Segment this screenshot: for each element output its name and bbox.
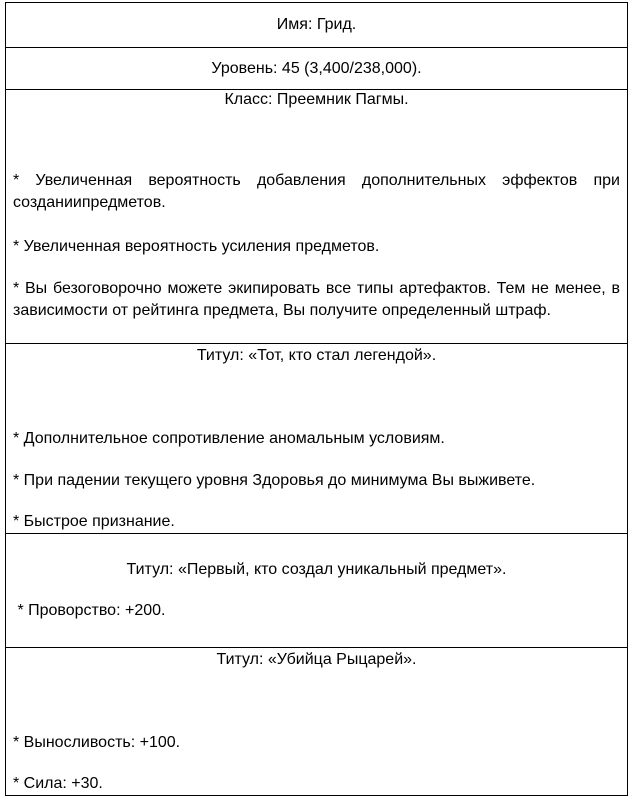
name-row (6, 3, 627, 48)
title-unique-effect-1: * Проворство: +200. (13, 602, 166, 619)
class-effect-1: * Увеличенная вероятность добавления дополнительных эффектов при созданиипредметов. (13, 172, 620, 211)
title-legend-effect-1: * Дополнительное сопротивление аномальным условиям. (13, 430, 445, 447)
title-legend-heading: Титул: «Тот, кто стал легендой». (196, 347, 437, 364)
class-row (6, 90, 627, 344)
title-knight-slayer-heading: Титул: «Убийца Рыцарей». (216, 651, 417, 668)
level-line: Уровень: 45 (3,400/238,000). (211, 60, 422, 77)
class-effect-3: * Вы безоговорочно можете экипировать все типы артефактов. Тем не менее, в зависимости от рейтинга предмета, Вы получите определенный штраф. (13, 280, 620, 319)
title-knight-slayer-effect-2: * Сила: +30. (13, 775, 103, 792)
title-unique-row (6, 534, 627, 648)
class-effect-2: * Увеличенная вероятность усиления предметов. (13, 238, 380, 255)
title-legend-effect-2: * При падении текущего уровня Здоровья до минимума Вы выживете. (13, 472, 536, 489)
class-heading: Класс: Преемник Пагмы. (224, 91, 409, 108)
status-window-table (5, 2, 628, 796)
name-line: Имя: Грид. (276, 16, 357, 33)
level-row (6, 48, 627, 90)
title-knight-slayer-effect-1: * Выносливость: +100. (13, 734, 181, 751)
title-unique-heading: Титул: «Первый, кто создал уникальный предмет». (126, 561, 507, 578)
title-legend-effect-3: * Быстрое признание. (13, 513, 175, 530)
title-knight-slayer-row (6, 648, 627, 797)
title-legend-row (6, 344, 627, 534)
